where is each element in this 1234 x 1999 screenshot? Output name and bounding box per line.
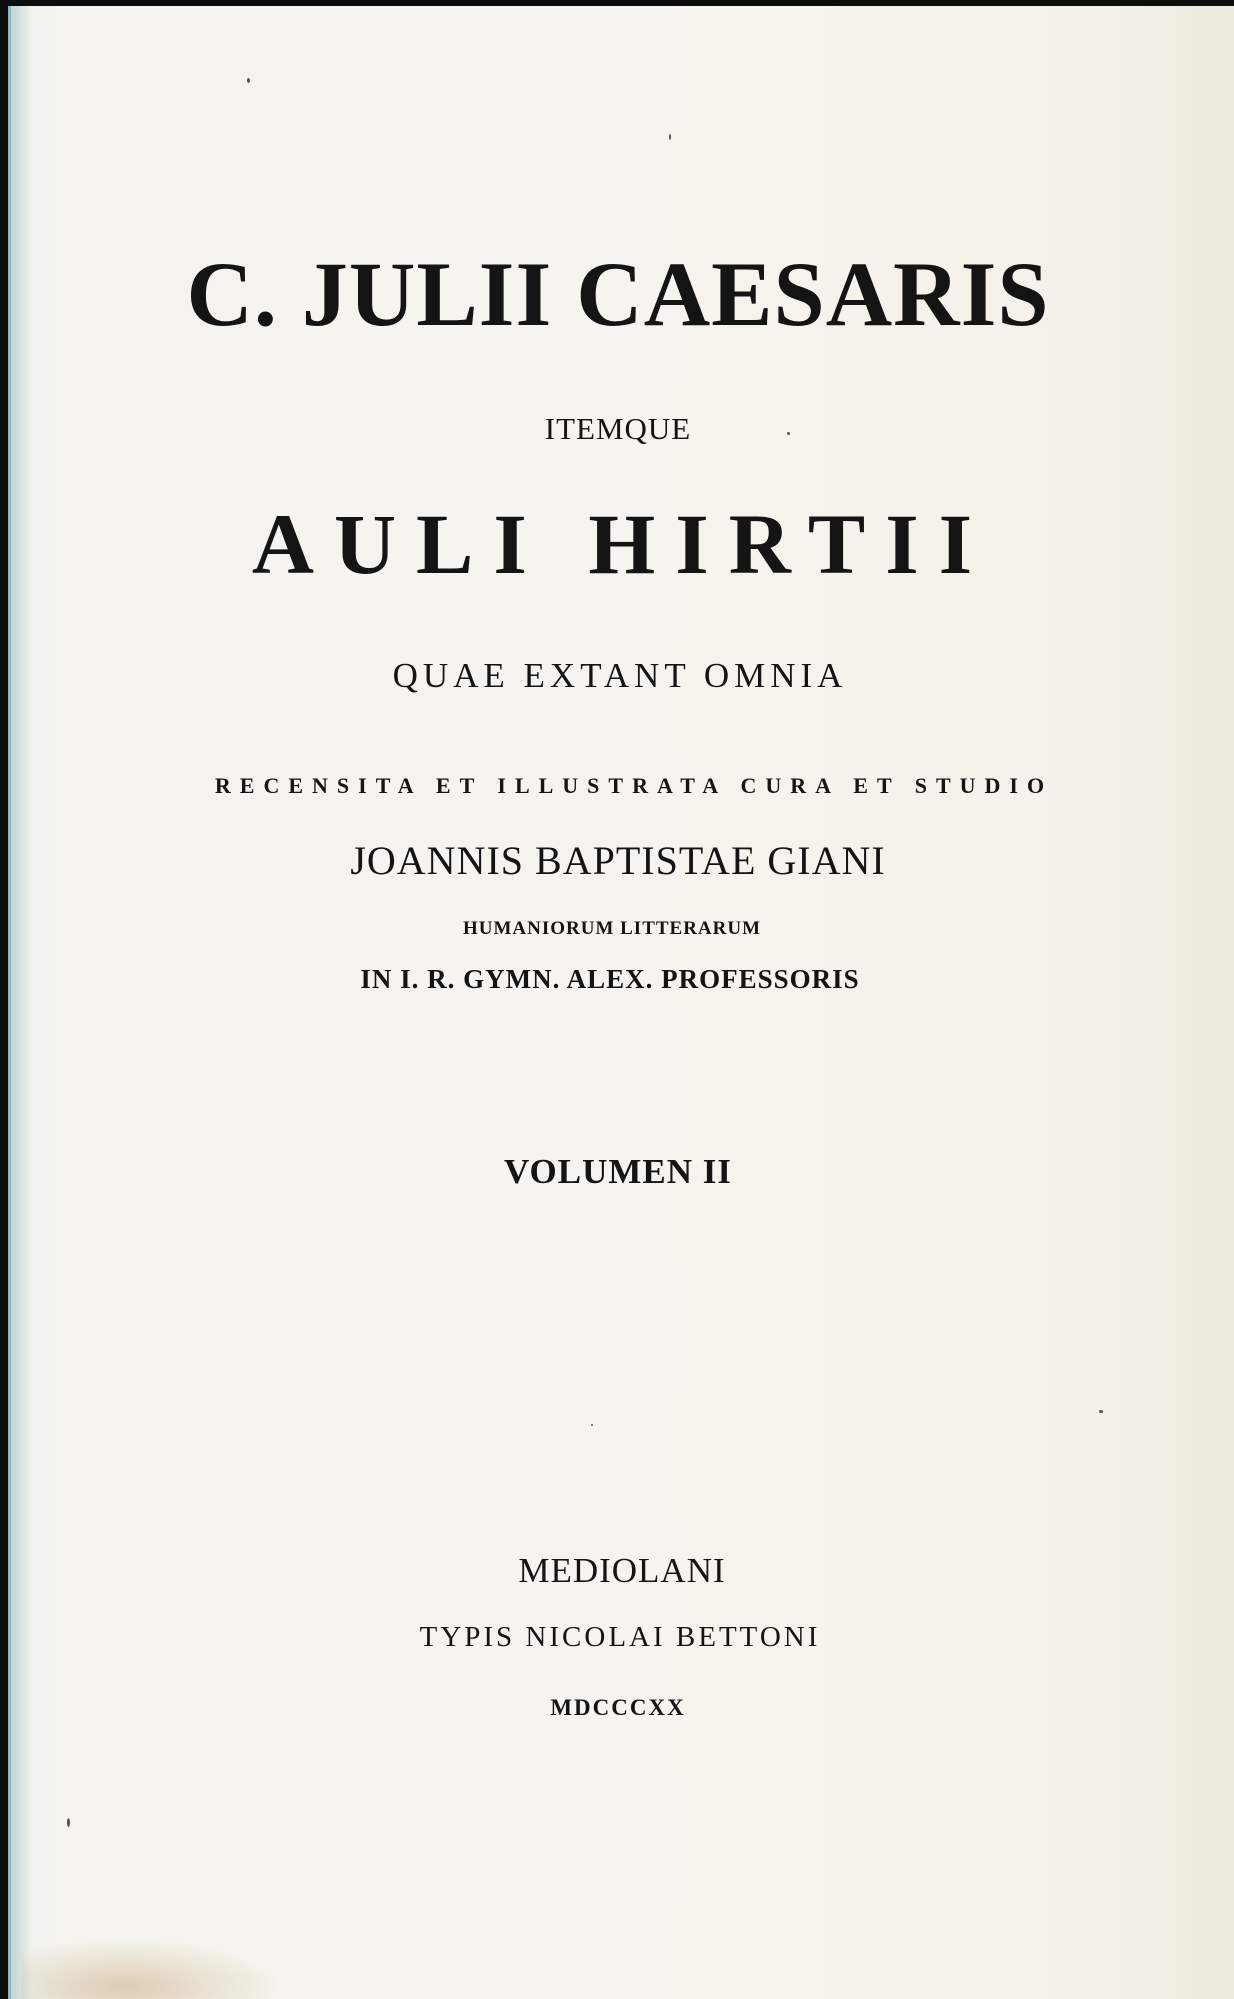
- editor-role-line: HUMANIORUM LITTERARUM: [462, 918, 762, 939]
- imprint-place-line: MEDIOLANI: [518, 1551, 726, 1590]
- author-line: C. JULII CAESARIS: [186, 243, 1050, 345]
- editor-position-line: IN I. R. GYMN. ALEX. PROFESSORIS: [360, 964, 860, 994]
- volume-line: VOLUMEN II: [503, 1152, 733, 1191]
- second-author-line: AULI HIRTII: [251, 496, 993, 592]
- paper-speck: [1099, 1410, 1103, 1413]
- work-title-line: QUAE EXTANT OMNIA: [392, 656, 848, 695]
- paper-speck: [247, 78, 250, 83]
- imprint-year-line: MDCCCXX: [550, 1695, 686, 1720]
- edition-note-line: RECENSITA ET ILLUSTRATA CURA ET STUDIO: [214, 773, 1054, 798]
- editor-name-line: JOANNIS BAPTISTAE GIANI: [350, 838, 886, 883]
- paper-speck: [591, 1424, 593, 1426]
- paper-speck: [67, 1818, 70, 1827]
- paper-speck: [669, 134, 671, 140]
- title-page: [8, 6, 1234, 1999]
- paper-speck: [787, 432, 790, 435]
- paper-stain: [21, 1939, 281, 1999]
- imprint-printer-line: TYPIS NICOLAI BETTONI: [419, 1621, 821, 1653]
- conjunction-line: ITEMQUE: [544, 411, 692, 446]
